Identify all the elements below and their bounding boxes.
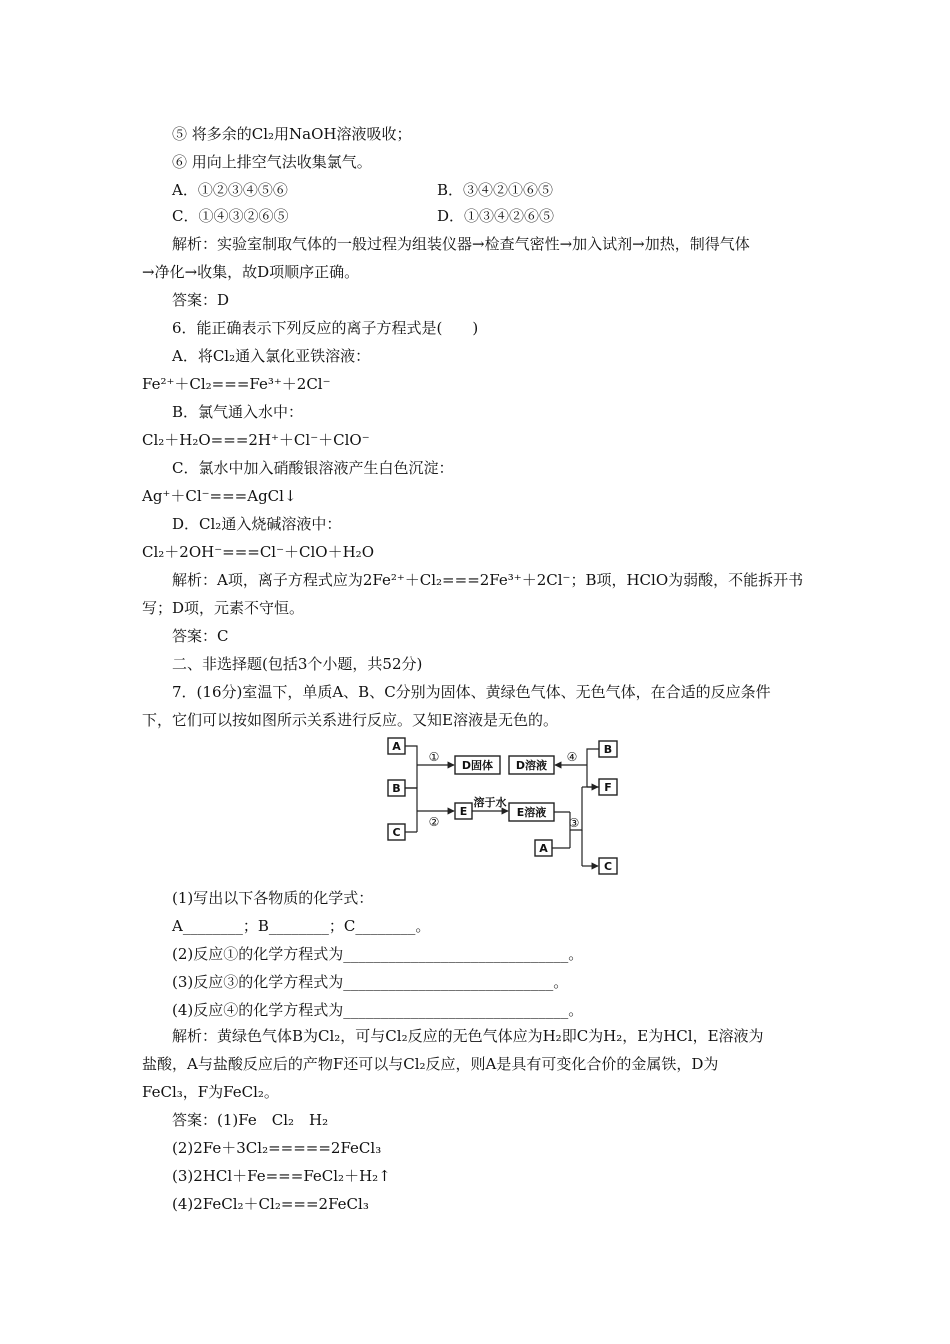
q6-option-b: B．氯气通入水中： [172,403,304,421]
q6-equation-c: Ag⁺＋Cl⁻===AgCl↓ [142,487,297,505]
label-reaction-4: ④ [566,750,578,764]
q7-stem-line1: 7．(16分)室温下，单质A、B、C分别为固体、黄绿色气体、无色气体，在合适的反应条件 [172,683,771,701]
reaction-diagram [380,734,632,884]
label-e-solution: E溶液 [516,806,547,819]
q5-step6: ⑥ 用向上排空气法收集氯气。 [172,153,372,171]
q6-analysis-line1: 解析：A项，离子方程式应为2Fe²⁺＋Cl₂===2Fe³⁺＋2Cl⁻；B项，HClO为弱酸，不能拆开书 [172,571,804,589]
q7-sub4: (4)反应④的化学方程式为______________________________。 [172,1001,584,1019]
label-e: E [459,805,468,818]
label-b-left: B [392,782,401,795]
q5-option-d: D．①③④②⑥⑤ [437,207,555,225]
q6-analysis-line2: 写；D项，元素不守恒。 [142,599,305,617]
q5-option-a: A．①②③④⑤⑥ [172,181,288,199]
q6-equation-a: Fe²⁺＋Cl₂===Fe³⁺＋2Cl⁻ [142,375,331,393]
label-d-solution: D溶液 [515,759,548,772]
q7-sub3: (3)反应③的化学方程式为____________________________。 [172,973,569,991]
label-b-right: B [603,743,613,756]
q7-answer-2: (2)2Fe＋3Cl₂=====2FeCl₃ [172,1139,382,1157]
q6-equation-b: Cl₂＋H₂O===2H⁺＋Cl⁻＋ClO⁻ [142,431,370,449]
label-d-solid: D固体 [461,759,494,772]
label-a-top: A [392,740,401,753]
label-f: F [604,781,612,794]
q6-option-a: A．将Cl₂通入氯化亚铁溶液： [172,347,371,365]
q7-analysis-line1: 解析：黄绿色气体B为Cl₂，可与Cl₂反应的无色气体应为H₂即C为H₂，E为HCl，E溶液为 [172,1027,764,1045]
section-heading: 二、非选择题(包括3个小题，共52分) [172,655,423,673]
q7-sub1-blanks: A________；B________；C________。 [172,917,431,935]
q5-step5: ⑤ 将多余的Cl₂用NaOH溶液吸收； [172,125,412,143]
q7-sub2: (2)反应①的化学方程式为______________________________。 [172,945,584,963]
q7-analysis-line3: FeCl₃，F为FeCl₂。 [142,1083,279,1101]
q5-option-b: B．③④②①⑥⑤ [437,181,554,199]
q6-equation-d: Cl₂＋2OH⁻===Cl⁻＋ClO＋H₂O [142,543,374,561]
label-reaction-1: ① [428,750,440,764]
q6-option-d: D．Cl₂通入烧碱溶液中： [172,515,342,533]
label-c-left: C [392,826,401,839]
q5-analysis-line1: 解析：实验室制取气体的一般过程为组装仪器→检查气密性→加入试剂→加热，制得气体 [172,235,750,253]
q5-option-c: C．①④③②⑥⑤ [172,207,289,225]
label-reaction-3: ③ [568,816,580,830]
q7-answer-4: (4)2FeCl₂＋Cl₂===2FeCl₃ [172,1195,369,1213]
q7-answer-1: 答案：(1)Fe Cl₂ H₂ [172,1111,329,1129]
q6-option-c: C．氯水中加入硝酸银溶液产生白色沉淀： [172,459,454,477]
q5-analysis-line2: →净化→收集，故D项顺序正确。 [142,263,360,281]
q6-answer: 答案：C [172,627,229,645]
q7-sub1: (1)写出以下各物质的化学式： [172,889,374,907]
q7-analysis-line2: 盐酸，A与盐酸反应后的产物F还可以与Cl₂反应，则A是具有可变化合价的金属铁，D为 [142,1055,719,1073]
label-reaction-2: ② [428,815,440,829]
label-a-bottom: A [539,842,548,855]
label-c-right: C [603,860,613,873]
q5-answer: 答案：D [172,291,230,309]
label-dissolve: 溶于水 [473,796,507,809]
q7-stem-line2: 下，它们可以按如图所示关系进行反应。又知E溶液是无色的。 [142,711,558,729]
q6-stem: 6．能正确表示下列反应的离子方程式是( ) [172,319,479,337]
q7-answer-3: (3)2HCl＋Fe===FeCl₂＋H₂↑ [172,1167,391,1185]
